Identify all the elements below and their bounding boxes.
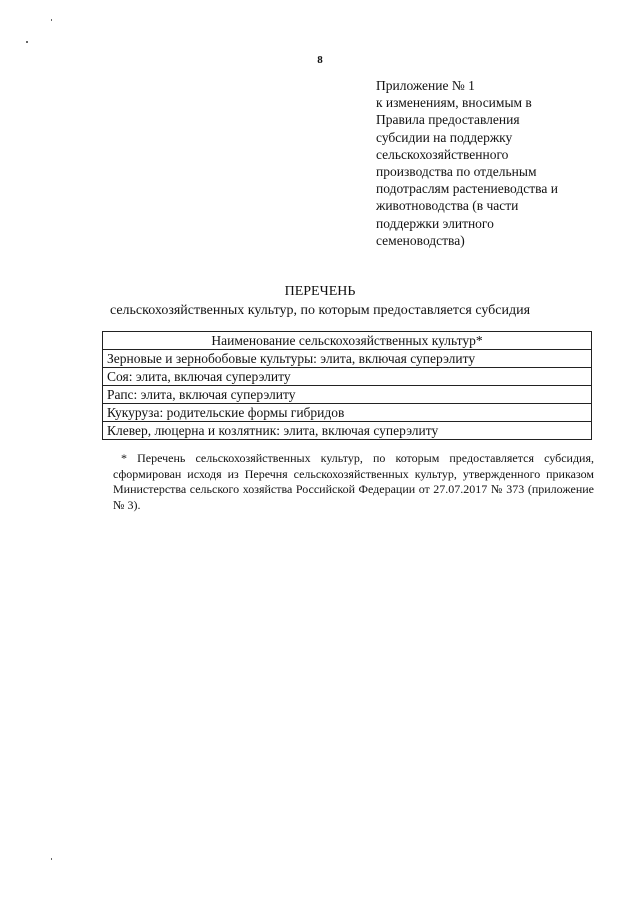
- table-cell: Зерновые и зернобобовые культуры: элита, включая суперэлиту: [103, 350, 592, 368]
- table-header-cell: Наименование сельскохозяйственных культур*: [103, 332, 592, 350]
- appendix-line: подотраслям растениеводства и: [376, 181, 558, 197]
- appendix-line: производства по отдельным: [376, 164, 537, 180]
- appendix-line: Правила предоставления: [376, 112, 520, 128]
- scan-speck: [51, 19, 52, 21]
- table-cell: Соя: элита, включая суперэлиту: [103, 368, 592, 386]
- appendix-line: поддержки элитного: [376, 215, 494, 231]
- table-cell: Рапс: элита, включая суперэлиту: [103, 386, 592, 404]
- table-cell: Кукуруза: родительские формы гибридов: [103, 404, 592, 422]
- footnote: * Перечень сельскохозяйственных культур, по которым предоставляется субсидия, сформирован исходя из Перечня сельскохозяйственных культур, утвержденного приказом Министерства сельского хозяйства Российской Федерации от 27.07.2017 № 373 (приложение № 3).: [113, 451, 594, 512]
- appendix-line: семеноводства): [376, 232, 465, 248]
- crops-table: [102, 331, 592, 440]
- document-title: ПЕРЕЧЕНЬ: [284, 284, 356, 299]
- table-row: [103, 422, 592, 440]
- appendix-block: [376, 77, 616, 249]
- appendix-line: животноводства (в части: [376, 198, 519, 214]
- table-header-row: [103, 332, 592, 350]
- page-number: 8: [317, 54, 323, 66]
- appendix-line: к изменениям, вносимым в: [376, 95, 532, 111]
- scan-speck: [26, 41, 28, 43]
- table-row: [103, 368, 592, 386]
- table-row: [103, 386, 592, 404]
- appendix-line: Приложение № 1: [376, 78, 475, 93]
- table-row: [103, 404, 592, 422]
- table-row: [103, 350, 592, 368]
- document-subtitle: сельскохозяйственных культур, по которым предоставляется субсидия: [109, 303, 531, 318]
- scan-speck: [51, 858, 52, 860]
- appendix-line: субсидии на поддержку: [376, 129, 513, 145]
- table-cell: Клевер, люцерна и козлятник: элита, включая суперэлиту: [103, 422, 592, 440]
- appendix-line: сельскохозяйственного: [376, 146, 509, 162]
